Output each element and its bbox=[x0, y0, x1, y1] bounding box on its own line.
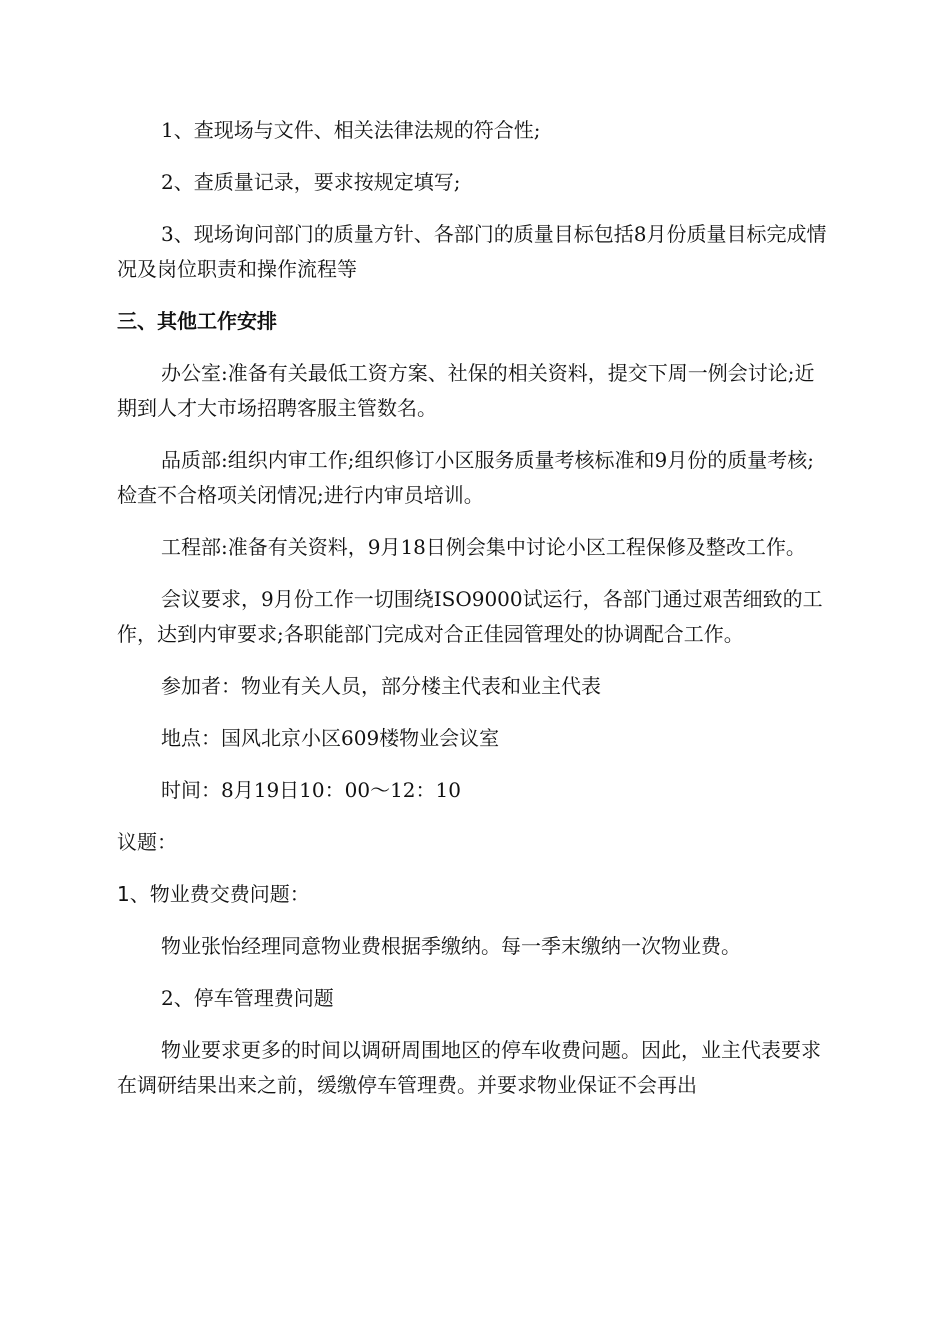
time: 时间：8月19日10：00～12：10 bbox=[161, 778, 461, 802]
agenda-label: 议题： bbox=[117, 830, 177, 854]
agenda-item-2: 2、停车管理费问题 bbox=[161, 986, 334, 1010]
check-item-3: 3、现场询问部门的质量方针、各部门的质量目标包括8月份质量目标完成情况及岗位职责和操作流程等 bbox=[117, 222, 827, 281]
agenda-item-1: 1、物业费交费问题： bbox=[117, 882, 310, 906]
section-heading: 三、其他工作安排 bbox=[117, 309, 277, 333]
location: 地点：国风北京小区609楼物业会议室 bbox=[161, 726, 500, 750]
office-arrangement: 办公室:准备有关最低工资方案、社保的相关资料，提交下周一例会讨论;近期到人才大市场招聘客服主管数名。 bbox=[117, 361, 815, 420]
agenda-item-2-detail: 物业要求更多的时间以调研周围地区的停车收费问题。因此，业主代表要求在调研结果出来之前，缓缴停车管理费。并要求物业保证不会再出 bbox=[117, 1038, 821, 1097]
agenda-item-1-detail: 物业张怡经理同意物业费根据季缴纳。每一季末缴纳一次物业费。 bbox=[161, 934, 741, 958]
meeting-requirements: 会议要求，9月份工作一切围绕ISO9000试运行，各部门通过艰苦细致的工作，达到内审要求;各职能部门完成对合正佳园管理处的协调配合工作。 bbox=[117, 587, 823, 646]
attendees: 参加者：物业有关人员，部分楼主代表和业主代表 bbox=[161, 674, 601, 698]
check-item-2: 2、查质量记录，要求按规定填写; bbox=[161, 170, 461, 194]
quality-arrangement: 品质部:组织内审工作;组织修订小区服务质量考核标准和9月份的质量考核;检查不合格项关闭情况;进行内审员培训。 bbox=[117, 448, 814, 507]
check-item-1: 1、查现场与文件、相关法律法规的符合性; bbox=[161, 118, 541, 142]
engineering-arrangement: 工程部:准备有关资料，9月18日例会集中讨论小区工程保修及整改工作。 bbox=[161, 535, 806, 559]
document-page bbox=[117, 113, 829, 1120]
